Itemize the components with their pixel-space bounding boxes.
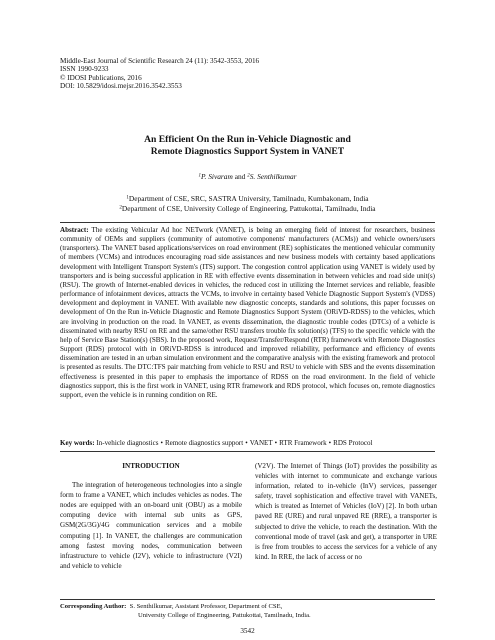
author-1: P. Sivaram: [200, 172, 233, 181]
affiliation-2: [50, 204, 445, 214]
keyword-separator: •: [274, 439, 278, 447]
keyword-separator: •: [328, 439, 332, 447]
keyword-4: RTR Framework: [279, 439, 327, 447]
author-2-sup: 2: [247, 173, 250, 179]
abstract-top-rule: [60, 222, 435, 223]
abstract-label: Abstract:: [60, 226, 89, 234]
journal-name: Middle-East Journal of Scientific Research 24 (11): 3542-3553, 2016: [60, 57, 260, 65]
keywords-bottom-rule: [60, 451, 435, 452]
affiliation-1-text: Department of CSE, SRC, SASTRA University, Tamilnadu, Kumbakonam, India: [128, 194, 369, 203]
intro-left-column: [60, 461, 242, 571]
affiliation-1: [50, 194, 445, 204]
footnote-line-2: University College of Engineering, Pattukottai, Tamilnadu, India.: [138, 612, 311, 619]
affiliation-2-sup: 2: [119, 205, 122, 210]
keyword-separator: •: [245, 439, 248, 447]
footnote-label: Corresponding Author:: [60, 603, 127, 610]
author-list: [50, 172, 445, 181]
intro-paragraph-left: The integration of heterogeneous technologies into a single form to frame a VANET, which includes vehicles as nodes. The nodes are equipped with an on-board unit (OBU) as a mobile computing device with internal sub units as GPS, GSM(2G/3G)/4G communication services and a mobile computing [1]. In VANET, the challenges are communication among fastest moving nodes, communication between infrastructure to vehicle (I2V), vehicle to infrastructure (V2I) and vehicle to vehicle: [60, 481, 242, 570]
affiliation-1-sup: 1: [126, 195, 129, 201]
keywords-label: Key words:: [60, 439, 95, 447]
page-number: 3542: [240, 627, 255, 635]
footnote-line-1: S. Senthilkumar, Assistant Professor, Department of CSE,: [129, 603, 283, 610]
intro-paragraph-right: (V2V). The Internet of Things (IoT) provides the possibility as vehicles with internet to communicate and exchange various information, related to in-vehicle (InV) services, passenger safety, travel sophistication and effective travel with VANETs, which is treated as Internet of Vehicles (IoV) [2]. In both urban paved RE (URE) and rural unpaved RE (RRE), a transporter is subjected to drive the vehicle, to reach the destination. With the conventional mode of travel (ask and get), a transporter in URE is free from troubles to access the services for a vehicle of any kind. In RRE, the lack of access or no: [255, 462, 437, 561]
journal-header: [60, 57, 440, 90]
intro-right-column: [255, 461, 437, 562]
abstract: [60, 226, 435, 400]
title-line-1: An Efficient On the Run in-Vehicle Diagnostic and: [144, 134, 351, 145]
author-separator: and: [232, 172, 248, 181]
keyword-separator: •: [160, 439, 163, 447]
journal-issn: ISSN 1990-9233: [60, 65, 109, 74]
affiliation-2-text: Department of CSE, University College of Engineering, Pattukottai, Tamilnadu, India: [121, 203, 376, 213]
keyword-5: RDS Protocol: [333, 439, 373, 447]
footnote-rule: [60, 599, 435, 600]
title-line-2: Remote Diagnostics Support System in VANET: [150, 146, 345, 157]
paper-title: [50, 134, 445, 158]
keyword-1: In-vehicle diagnostics: [96, 439, 159, 447]
keyword-3: VANET: [249, 439, 273, 447]
corresponding-author: [60, 602, 440, 620]
abstract-body: The existing Vehicular Ad hoc NETwork (VANET), is being an emerging field of interest for researchers, business community of OEMs and suppliers (community of automotive components' manufacturers (ACMs)) and vehicle owners/users (transporters). The VANET based applications/services on road environment (RE) sophisticates the mentioned vehicular community of members (VCMs) and introduces encouraging road side assistances and new business models with certainty based applications development with Intelligent Transport System's (ITS) support. The congestion control application using VANET is widely used by transporters and is being successful application in RE with effective events dissemination in between vehicles and road side unit(s) (RSU). The growth of Internet-enabled devices in vehicles, the reduced cost in utilizing the Internet services and reliable, feasible performance of infotainment devices, attracts the VCMs, to involve in certainty based Vehicle Diagnostic Support System's (VDSS) development and deployment in VANET. With available new diagnostic concepts, standards and solutions, this paper focusses on development of On the Run in-Vehicle Diagnostic and Remote Diagnostics Support System (ORiVD-RDSS) to the vehicles, which are involving in production on the road. In VANET, as events dissemination, the diagnostic trouble codes (DTCs) of a vehicle is disseminated with nearby RSU on RE and the same/other RSU transfers trouble fix solution(s) (TFS) to the specific vehicle with the help of Service Base Station(s) (SBS). In the proposed work, Request/Transfer/Respond (RTR) framework with Remote Diagnostics Support (RDS) protocol with in ORiVD-RDSS is introduced and improved reliability, performance and efficiency of events dissemination are tested in an urban simulation environment and the comparative analysis with the existing framework and protocol is presented as results. The DTC:TFS pair matching from vehicle to RSU and RSU to vehicle with SBS and the events dissemination effectiveness is presented in this paper to emphasis the importance of RDSS on the road environment. In the field of vehicle diagnostics support, this is the first work in VANET, using RTR framework and RDS protocol, which focuses on, remote diagnostics support, even the vehicle is in running condition on RE.: [60, 226, 435, 399]
journal-doi: DOI: 10.5829/idosi.mejsr.2016.3542.3553: [60, 81, 182, 90]
intro-heading: INTRODUCTION: [122, 462, 180, 470]
keywords: [60, 439, 440, 447]
author-1-sup: 1: [198, 173, 201, 179]
journal-copyright: © IDOSI Publications, 2016: [60, 73, 142, 82]
keyword-2: Remote diagnostics support: [164, 439, 244, 447]
author-2: S. Senthilkumar: [249, 172, 297, 181]
affiliations: [50, 194, 445, 213]
